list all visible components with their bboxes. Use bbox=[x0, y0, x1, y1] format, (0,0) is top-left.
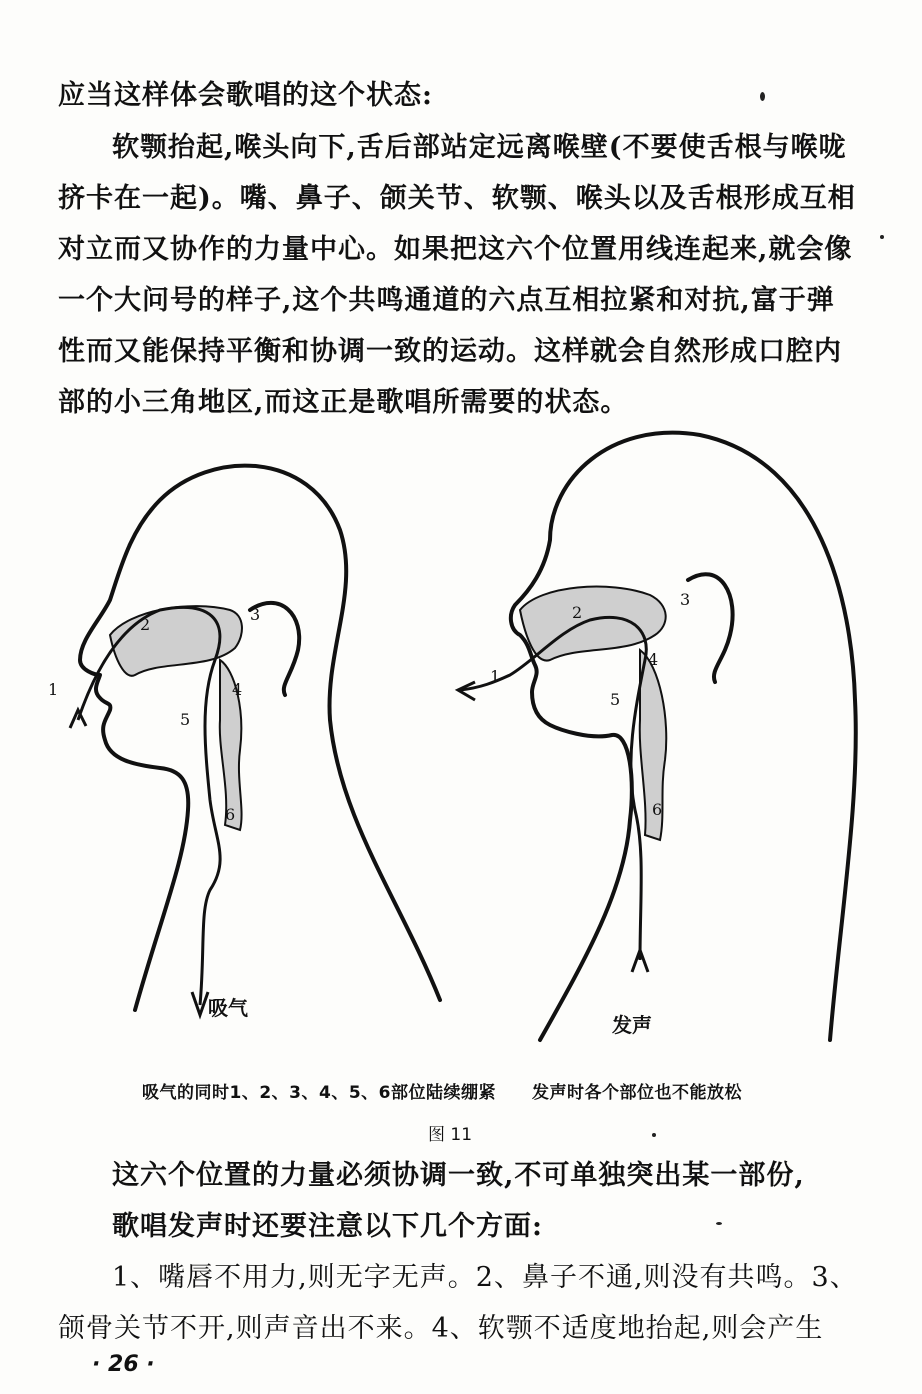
left-mark-6: 6 bbox=[225, 805, 236, 824]
right-label-group bbox=[490, 590, 690, 1037]
paragraph-aspects-intro: 歌唱发声时还要注意以下几个方面: bbox=[112, 1211, 543, 1242]
print-speck bbox=[880, 235, 884, 239]
left-mark-1: 1 bbox=[48, 680, 59, 699]
print-speck bbox=[652, 1133, 656, 1137]
figure-11-illustration bbox=[40, 420, 880, 1060]
left-head-profile bbox=[80, 466, 440, 1010]
paragraph-coordination: 这六个位置的力量必须协调一致,不可单独突出某一部份, bbox=[112, 1160, 805, 1191]
figure-caption-left: 吸气的同时1、2、3、4、5、6部位陆续绷紧 bbox=[142, 1083, 496, 1103]
right-head-profile bbox=[511, 433, 856, 1040]
left-mark-4: 4 bbox=[232, 680, 243, 699]
left-mark-5: 5 bbox=[180, 710, 191, 729]
right-mark-4: 4 bbox=[648, 650, 659, 669]
intro-line: 应当这样体会歌唱的这个状态: bbox=[58, 80, 433, 111]
left-mark-2: 2 bbox=[140, 615, 151, 634]
right-mark-2: 2 bbox=[572, 603, 583, 622]
right-mark-3: 3 bbox=[680, 590, 691, 609]
right-mark-5: 5 bbox=[610, 690, 621, 709]
left-mark-3: 3 bbox=[250, 605, 261, 624]
figure-number: 图 11 bbox=[428, 1125, 473, 1145]
left-label-inhale: 吸气 bbox=[208, 996, 248, 1020]
right-mark-6: 6 bbox=[652, 800, 663, 819]
page-number: · 26 · bbox=[92, 1352, 155, 1377]
paragraph-aspects-list: 1、嘴唇不用力,则无字无声。2、鼻子不通,则没有共鸣。3、颌骨关节不开,则声音出不来。4、软颚不适度地抬起,则会产生 bbox=[58, 1262, 858, 1344]
right-airflow-line bbox=[458, 617, 648, 972]
right-vocal-tract bbox=[520, 587, 666, 840]
right-label-phonation: 发声 bbox=[612, 1013, 652, 1037]
print-speck bbox=[760, 92, 765, 101]
paragraph-soft-palate: 软颚抬起,喉头向下,舌后部站定远离喉壁(不要使舌根与喉咙挤卡在一起)。嘴、鼻子、颌关节、软颚、喉头以及舌根形成互相对立而又协作的力量中心。如果把这六个位置用线连起来,就会像一个大问号的样子,这个共鸣通道的六点互相拉紧和对抗,富于弹性而又能保持平衡和协调一致的运动。这样就会自然形成口腔内部的小三角地区,而这正是歌唱所需要的状态。 bbox=[58, 132, 856, 418]
print-speck bbox=[716, 1222, 722, 1225]
figure-caption-right: 发声时各个部位也不能放松 bbox=[532, 1083, 742, 1103]
right-mark-1: 1 bbox=[490, 667, 501, 686]
left-vocal-tract bbox=[110, 606, 242, 830]
